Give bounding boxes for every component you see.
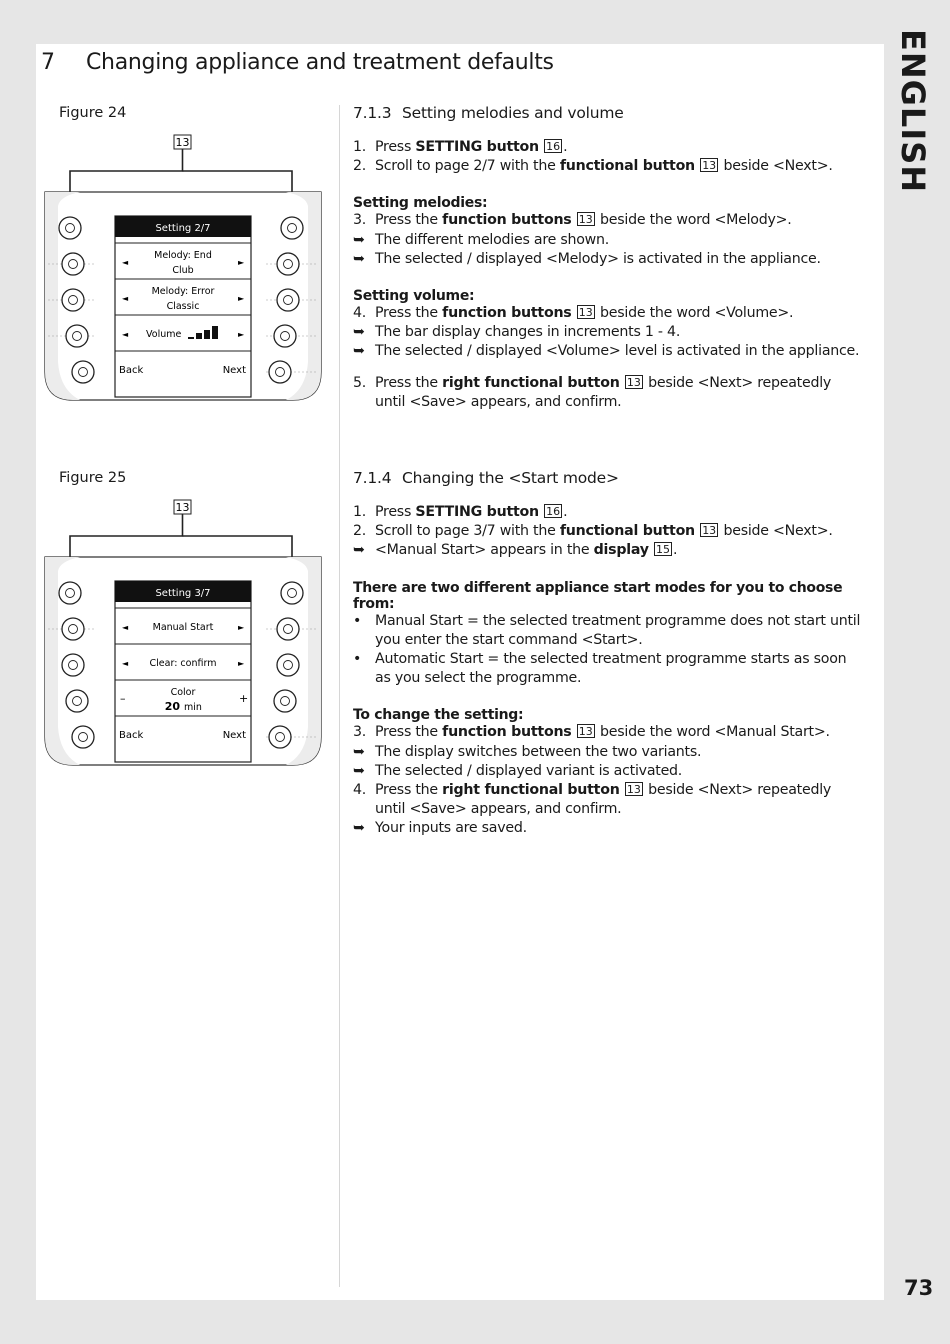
step-4 — [353, 304, 863, 323]
result-text: <Manual Start> appears in the — [375, 542, 594, 559]
step-3 — [353, 723, 863, 742]
step-emphasis: right functional button — [442, 782, 620, 799]
chapter-number: 7 — [41, 50, 55, 75]
function-button-right-5[interactable] — [269, 726, 291, 748]
arrow-right-icon: ► — [238, 659, 245, 668]
step-2 — [353, 522, 863, 541]
step-number: 1. — [353, 139, 367, 155]
reference-number-box: 13 — [578, 725, 593, 739]
figure-24-device-illustration — [40, 130, 330, 420]
bullet-item — [353, 612, 863, 650]
figure-25-device-illustration — [40, 495, 330, 785]
minus-icon: – — [120, 692, 126, 705]
result-text: The bar display changes in increments 1 - 4. — [375, 324, 681, 341]
step-number: 4. — [353, 782, 367, 799]
step-text: Press the — [375, 212, 443, 229]
result-item — [353, 743, 863, 762]
step-emphasis: functional button — [559, 158, 695, 175]
display-row1-line2: Club — [172, 265, 194, 276]
function-button-left-1[interactable] — [59, 217, 81, 239]
step-text-end: . — [563, 139, 568, 155]
subheading-melodies: Setting melodies: — [353, 195, 488, 212]
reference-number-box: 13 — [702, 524, 717, 538]
display-row1: Manual Start — [152, 622, 214, 633]
arrow-left-icon: ◄ — [122, 330, 129, 339]
function-button-left-2[interactable] — [62, 253, 84, 275]
arrow-left-icon: ◄ — [122, 258, 129, 267]
step-text-end: beside <Next>. — [723, 523, 833, 540]
step-number: 2. — [353, 158, 367, 175]
reference-number-box: 13 — [626, 375, 641, 389]
result-item — [353, 250, 863, 269]
step-text: Scroll to page 3/7 with the — [375, 523, 560, 540]
chapter-heading — [41, 50, 554, 75]
step-text: Press the — [375, 305, 443, 322]
reference-number-box: 15 — [656, 543, 670, 557]
display-row3-label: Color — [170, 687, 196, 698]
step-text: Press the — [375, 724, 443, 741]
result-text: The selected / displayed <Melody> is activated in the appliance. — [375, 250, 821, 267]
result-arrow-icon: ➥ — [353, 250, 365, 267]
section-heading — [353, 469, 863, 487]
reference-number-box: 16 — [546, 505, 561, 518]
result-item — [353, 762, 863, 781]
step-5 — [353, 374, 863, 412]
callout-number: 13 — [175, 136, 190, 149]
function-button-left-5[interactable] — [72, 361, 94, 383]
section-title: Setting melodies and volume — [402, 104, 624, 122]
function-button-right-3[interactable] — [277, 654, 299, 676]
step-text-end: beside <Next> repeatedly until <Save> appears, and confirm. — [375, 782, 832, 818]
result-item — [353, 819, 863, 838]
arrow-left-icon: ◄ — [122, 659, 129, 668]
step-4 — [353, 781, 863, 819]
function-button-right-5[interactable] — [269, 361, 291, 383]
display-back-label: Back — [119, 365, 144, 376]
step-number: 2. — [353, 523, 367, 540]
section-number: 7.1.4 — [353, 469, 392, 487]
arrow-right-icon: ► — [238, 623, 245, 632]
display-next-label: Next — [222, 730, 246, 741]
step-text: Press the — [375, 782, 443, 799]
plus-icon: + — [239, 692, 249, 705]
step-emphasis: function buttons — [442, 212, 572, 229]
step-text-end: . — [563, 504, 568, 520]
step-text: Press — [375, 139, 416, 155]
bullet-text: Manual Start = the selected treatment programme does not start until you enter the start command <Start>. — [375, 612, 861, 648]
display-row3-label: Volume — [146, 329, 182, 340]
reference-number-box: 13 — [702, 159, 717, 173]
function-button-left-1[interactable] — [59, 582, 81, 604]
step-text-end: beside the word <Melody>. — [600, 212, 792, 229]
step-1 — [353, 138, 863, 157]
reference-number-box: 16 — [546, 140, 561, 153]
reference-number-box: 13 — [626, 783, 641, 797]
section-7-1-4 — [353, 469, 863, 839]
step-text-end: beside the word <Manual Start>. — [600, 724, 830, 741]
function-button-left-3[interactable] — [62, 654, 84, 676]
display-header: Setting 2/7 — [155, 223, 211, 234]
result-text-end: . — [673, 542, 678, 559]
result-item — [353, 231, 863, 250]
step-emphasis: function buttons — [442, 724, 572, 741]
bullet-text: Automatic Start = the selected treatment programme starts as soon as you select the programme. — [375, 651, 847, 687]
bullet-item — [353, 650, 863, 688]
step-1 — [353, 503, 863, 522]
result-text: The display switches between the two variants. — [375, 743, 702, 760]
section-number: 7.1.3 — [353, 104, 392, 122]
result-item — [353, 342, 863, 361]
step-emphasis: right functional button — [442, 374, 620, 391]
step-emphasis: function buttons — [442, 305, 572, 322]
reference-number-box: 13 — [578, 306, 593, 320]
display-row3-unit: min — [184, 702, 202, 713]
result-text: The selected / displayed variant is activated. — [375, 762, 683, 779]
arrow-right-icon: ► — [238, 258, 245, 267]
figure-24-label: Figure 24 — [59, 105, 127, 121]
section-7-1-3 — [353, 104, 863, 412]
result-arrow-icon: ➥ — [353, 820, 365, 837]
result-arrow-icon: ➥ — [353, 743, 365, 760]
section-title: Changing the <Start mode> — [402, 469, 619, 487]
display-back-label: Back — [119, 730, 144, 741]
reference-number-box: 13 — [578, 213, 593, 227]
arrow-left-icon: ◄ — [122, 623, 129, 632]
result-arrow-icon: ➥ — [353, 231, 365, 248]
display-row2: Clear: confirm — [149, 658, 217, 669]
display-row3-value: 20 — [164, 700, 180, 713]
function-button-right-1[interactable] — [281, 217, 303, 239]
arrow-right-icon: ► — [238, 330, 245, 339]
step-text: Scroll to page 2/7 with the — [375, 158, 560, 175]
result-arrow-icon: ➥ — [353, 762, 365, 779]
step-text: Press the — [375, 374, 443, 391]
step-text-end: beside <Next> repeatedly until <Save> appears, and confirm. — [375, 374, 832, 410]
function-button-right-4[interactable] — [274, 325, 296, 347]
function-button-left-3[interactable] — [62, 289, 84, 311]
result-item — [353, 323, 863, 342]
function-button-right-2[interactable] — [277, 253, 299, 275]
subheading-start-modes: There are two different appliance start modes for you to choose from: — [353, 579, 843, 612]
function-button-right-1[interactable] — [281, 582, 303, 604]
step-number: 3. — [353, 724, 367, 741]
callout-number: 13 — [175, 501, 190, 514]
section-heading — [353, 104, 863, 122]
function-button-left-4[interactable] — [66, 325, 88, 347]
function-button-left-2[interactable] — [62, 618, 84, 640]
step-text: Press — [375, 504, 416, 520]
language-label: ENGLISH — [894, 28, 932, 194]
step-emphasis: SETTING button — [415, 504, 539, 520]
step-2 — [353, 157, 863, 176]
subheading-volume: Setting volume: — [353, 288, 475, 305]
result-arrow-icon: ➥ — [353, 542, 365, 559]
function-button-right-4[interactable] — [274, 690, 296, 712]
chapter-title: Changing appliance and treatment defaults — [86, 50, 554, 75]
language-tab — [894, 28, 932, 194]
function-button-left-4[interactable] — [66, 690, 88, 712]
figure-25-label: Figure 25 — [59, 470, 127, 486]
step-text-end: beside <Next>. — [723, 158, 833, 175]
step-number: 3. — [353, 212, 367, 229]
result-emphasis: display — [593, 542, 649, 559]
display-row1-line1: Melody: End — [154, 250, 212, 261]
step-number: 4. — [353, 305, 367, 322]
step-3 — [353, 211, 863, 230]
step-number: 5. — [353, 374, 367, 391]
arrow-left-icon: ◄ — [122, 294, 129, 303]
result-arrow-icon: ➥ — [353, 343, 365, 360]
display-row2-line2: Classic — [166, 301, 200, 312]
result-text: The selected / displayed <Volume> level is activated in the appliance. — [375, 343, 860, 360]
bullet-dot-icon: • — [353, 651, 362, 668]
result-text: The different melodies are shown. — [375, 231, 609, 248]
step-emphasis: functional button — [559, 523, 695, 540]
bullet-dot-icon: • — [353, 612, 362, 629]
function-button-right-2[interactable] — [277, 618, 299, 640]
result-item — [353, 541, 863, 560]
step-text-end: beside the word <Volume>. — [600, 305, 794, 322]
step-number: 1. — [353, 504, 367, 520]
arrow-right-icon: ► — [238, 294, 245, 303]
result-text: Your inputs are saved. — [375, 820, 527, 837]
page-number: 73 — [904, 1276, 934, 1300]
display-header: Setting 3/7 — [155, 588, 211, 599]
column-divider — [339, 105, 340, 1287]
function-button-right-3[interactable] — [277, 289, 299, 311]
function-button-left-5[interactable] — [72, 726, 94, 748]
display-row2-line1: Melody: Error — [151, 286, 215, 297]
subheading-change-setting: To change the setting: — [353, 707, 524, 724]
step-emphasis: SETTING button — [415, 139, 539, 155]
display-next-label: Next — [222, 365, 246, 376]
result-arrow-icon: ➥ — [353, 324, 365, 341]
